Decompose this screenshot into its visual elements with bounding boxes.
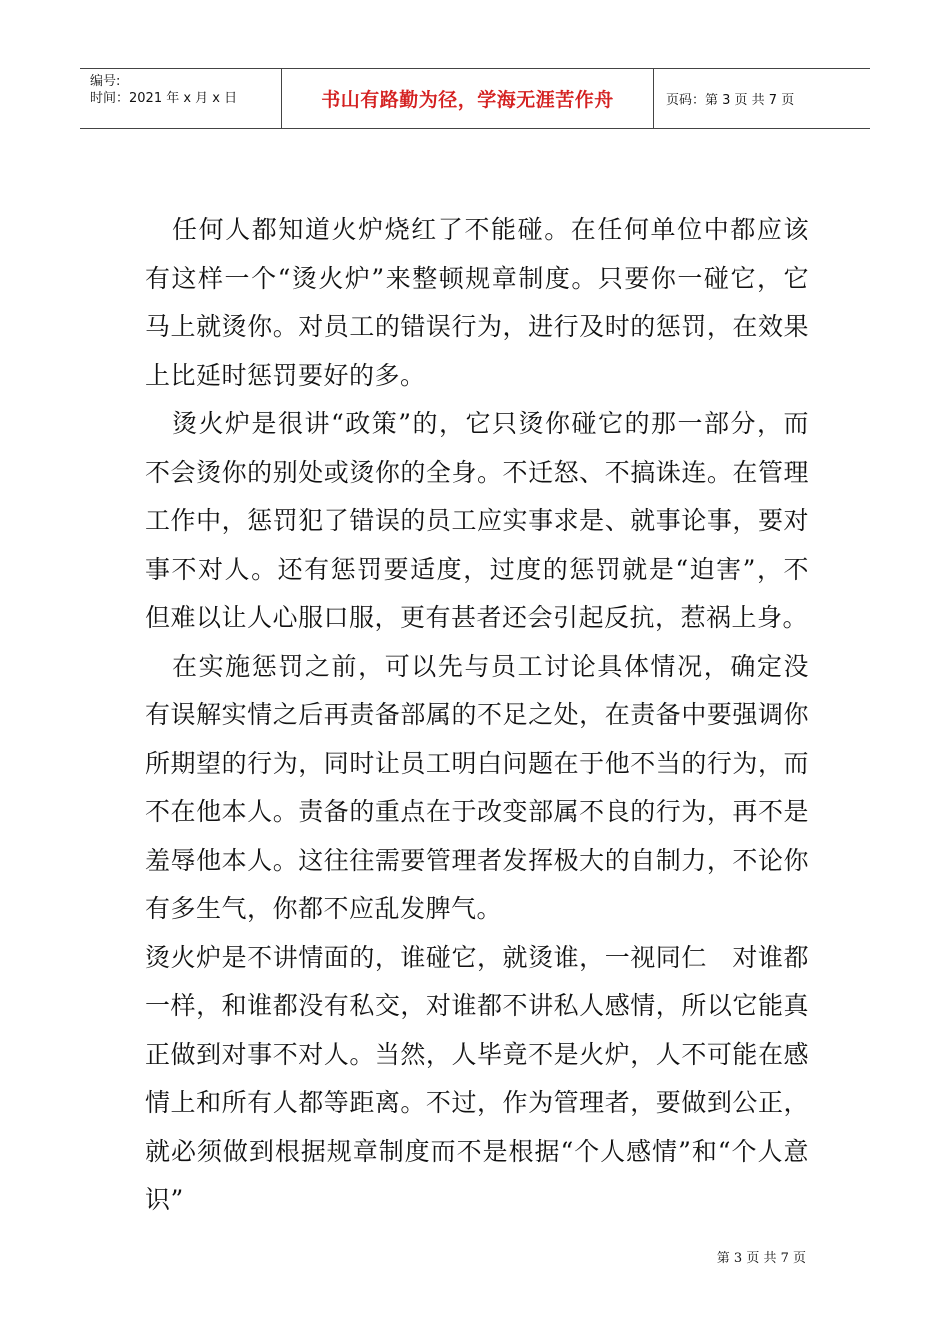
paragraph-2: 烫火炉是很讲“政策”的，它只烫你碰它的那一部分，而不会烫你的别处或烫你的全身。不迁怒、不搞诛连。在管理工作中，惩罚犯了错误的员工应实事求是、就事论事，要对事不对人。还有惩罚要适度，过度的惩罚就是“迫害”，不但难以让人心服口服，更有甚者还会引起反抗，惹祸上身。: [145, 409, 809, 632]
header-meta: [80, 69, 282, 128]
document-body: [145, 206, 809, 1225]
header-page-label: 页码：第 3 页 共 7 页: [666, 93, 795, 108]
paragraph-1: 任何人都知道火炉烧红了不能碰。在任何单位中都应该有这样一个“烫火炉”来整顿规章制度。只要你一碰它，它马上就烫你。对员工的错误行为，进行及时的惩罚，在效果上比延时惩罚要好的多。: [145, 215, 809, 390]
time-label: 时间：2021 年 x 月 x 日: [90, 91, 238, 106]
paragraph-3: 在实施惩罚之前，可以先与员工讨论具体情况，确定没有误解实情之后再责备部属的不足之处，在责备中要强调你所期望的行为，同时让员工明白问题在于他不当的行为，而不在他本人。责备的重点在于改变部属不良的行为，再不是羞辱他本人。这往往需要管理者发挥极大的自制力，不论你有多生气，你都不应乱发脾气。: [145, 651, 809, 923]
number-label: 编号:: [90, 74, 121, 89]
page-header: [80, 68, 870, 129]
header-motto: 书山有路勤为径，学海无涯苦作舟: [282, 69, 654, 128]
page-footer: 第 3 页 共 7 页: [716, 1251, 806, 1266]
paragraph-4: 烫火炉是不讲情面的，谁碰它，就烫谁，一视同仁 对谁都一样，和谁都没有私交，对谁都不讲私人感情，所以它能真正做到对事不对人。当然，人毕竟不是火炉，人不可能在感情上和所有人都等距离。不过，作为管理者，要做到公正，就必须做到根据规章制度而不是根据“个人感情”和“个人意识”: [145, 942, 809, 1214]
